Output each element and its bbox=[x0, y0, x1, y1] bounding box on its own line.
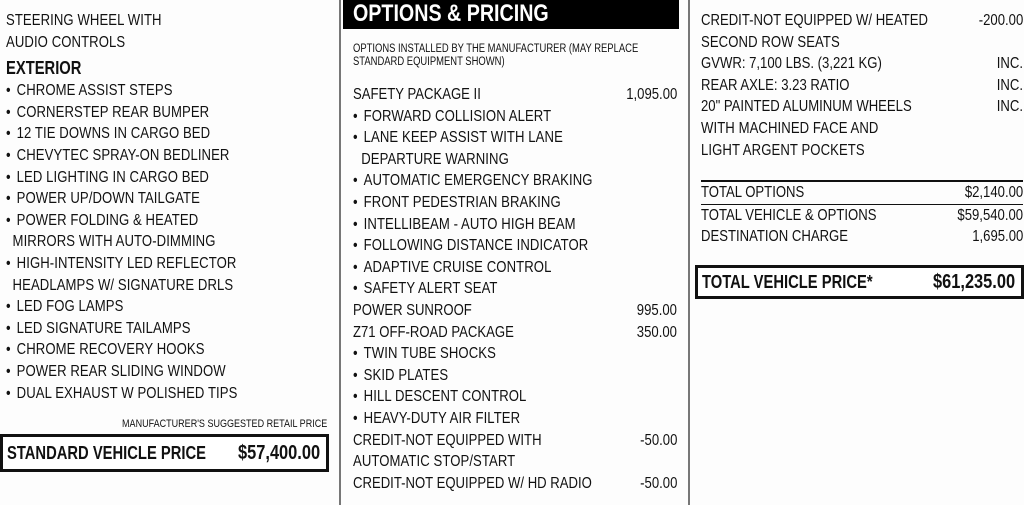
option-label: CREDIT-NOT EQUIPPED W/ HEATED bbox=[701, 12, 928, 29]
option-label: CREDIT-NOT EQUIPPED WITH bbox=[353, 431, 542, 449]
totals-section bbox=[701, 180, 1023, 248]
list-item: • AUTOMATIC EMERGENCY BRAKING bbox=[353, 170, 619, 192]
option-label: POWER SUNROOF bbox=[353, 301, 472, 319]
option-price: -50.00 bbox=[639, 431, 677, 449]
options-pricing-column bbox=[339, 0, 688, 505]
list-item: • FOLLOWING DISTANCE INDICATOR bbox=[353, 235, 619, 257]
option-label: SAFETY PACKAGE II bbox=[353, 86, 481, 103]
list-item: • LED LIGHTING IN CARGO BED bbox=[6, 167, 270, 189]
destination-charge-row bbox=[701, 226, 1023, 248]
total-vehicle-options-row bbox=[701, 205, 1023, 227]
destination-charge-value: 1,695.00 bbox=[971, 228, 1023, 246]
option-row-credit-heated-seats bbox=[701, 10, 1023, 32]
option-label: 20" PAINTED ALUMINUM WHEELS bbox=[701, 98, 912, 116]
option-label-continued: SECOND ROW SEATS bbox=[701, 33, 840, 51]
standard-price-box bbox=[0, 434, 329, 472]
option-row-wheels bbox=[701, 96, 1023, 118]
list-item-continued: MIRRORS WITH AUTO-DIMMING bbox=[12, 233, 216, 251]
list-item-continued: DEPARTURE WARNING bbox=[361, 150, 509, 168]
total-options-value: $2,140.00 bbox=[964, 184, 1023, 201]
standard-equipment-column bbox=[0, 0, 339, 505]
list-item: • CHROME RECOVERY HOOKS bbox=[6, 339, 270, 361]
option-label: GVWR: 7,100 LBS. (3,221 KG) bbox=[701, 55, 882, 73]
option-price: INC. bbox=[996, 76, 1023, 94]
list-item: • LED FOG LAMPS bbox=[6, 296, 270, 318]
option-row-sunroof bbox=[353, 300, 677, 322]
list-item: • HIGH-INTENSITY LED REFLECTOR bbox=[6, 253, 270, 275]
option-row-gvwr bbox=[701, 53, 1023, 75]
list-item: • CHROME ASSIST STEPS bbox=[6, 80, 270, 102]
option-price: -200.00 bbox=[978, 12, 1023, 29]
list-item: • POWER UP/DOWN TAILGATE bbox=[6, 188, 270, 210]
options-list bbox=[353, 84, 677, 494]
options-note-line: STANDARD EQUIPMENT SHOWN) bbox=[353, 56, 505, 68]
options-note-line: OPTIONS INSTALLED BY THE MANUFACTURER (MAY REPLACE bbox=[353, 43, 639, 55]
option-label-continued: LIGHT ARGENT POCKETS bbox=[701, 141, 865, 159]
option-label-continued: AUTOMATIC STOP/START bbox=[353, 453, 516, 471]
total-vehicle-options-label: TOTAL VEHICLE & OPTIONS bbox=[701, 206, 877, 224]
list-item: • INTELLIBEAM - AUTO HIGH BEAM bbox=[353, 214, 619, 236]
total-price-label: TOTAL VEHICLE PRICE* bbox=[702, 272, 873, 292]
list-item: • CORNERSTEP REAR BUMPER bbox=[6, 102, 270, 124]
standard-price-value: $57,400.00 bbox=[237, 442, 320, 464]
list-item: • ADAPTIVE CRUISE CONTROL bbox=[353, 257, 619, 279]
option-price: 995.00 bbox=[636, 301, 677, 319]
list-item: • HILL DESCENT CONTROL bbox=[353, 386, 619, 408]
list-item: • LANE KEEP ASSIST WITH LANE bbox=[353, 127, 619, 149]
total-vehicle-options-value: $59,540.00 bbox=[957, 206, 1023, 224]
total-options-label: TOTAL OPTIONS bbox=[701, 184, 805, 201]
option-label: REAR AXLE: 3.23 RATIO bbox=[701, 76, 850, 94]
option-row-rear-axle bbox=[701, 75, 1023, 97]
standard-equipment-list bbox=[6, 10, 328, 404]
option-price: INC. bbox=[996, 55, 1023, 73]
option-row-credit-hd-radio bbox=[353, 473, 677, 495]
list-item: • 12 TIE DOWNS IN CARGO BED bbox=[6, 123, 270, 145]
option-row-safety-package bbox=[353, 84, 677, 106]
option-price: 1,095.00 bbox=[625, 86, 677, 103]
list-item: • FORWARD COLLISION ALERT bbox=[353, 106, 619, 128]
option-price: INC. bbox=[996, 98, 1023, 116]
options-title-bar bbox=[343, 0, 679, 29]
list-item: • TWIN TUBE SHOCKS bbox=[353, 343, 619, 365]
list-item: • HEAVY-DUTY AIR FILTER bbox=[353, 408, 619, 430]
continued-line: AUDIO CONTROLS bbox=[6, 33, 126, 51]
option-row-credit-stop-start bbox=[353, 430, 677, 452]
summary-column bbox=[688, 0, 1024, 505]
summary-options-list bbox=[701, 10, 1023, 161]
list-item: • FRONT PEDESTRIAN BRAKING bbox=[353, 192, 619, 214]
list-item: • DUAL EXHAUST W POLISHED TIPS bbox=[6, 383, 270, 405]
total-price-box bbox=[695, 265, 1024, 299]
total-options-row bbox=[701, 182, 1023, 205]
list-item: • SKID PLATES bbox=[353, 365, 619, 387]
option-label: CREDIT-NOT EQUIPPED W/ HD RADIO bbox=[353, 474, 592, 492]
list-item: • POWER REAR SLIDING WINDOW bbox=[6, 361, 270, 383]
list-item: • POWER FOLDING & HEATED bbox=[6, 210, 270, 232]
standard-price-label: STANDARD VEHICLE PRICE bbox=[7, 443, 207, 463]
msrp-label: MANUFACTURER'S SUGGESTED RETAIL PRICE bbox=[121, 418, 327, 430]
total-price-value: $61,235.00 bbox=[932, 271, 1015, 293]
continued-line: STEERING WHEEL WITH bbox=[6, 12, 162, 29]
list-item: • LED SIGNATURE TAILAMPS bbox=[6, 318, 270, 340]
option-label-continued: WITH MACHINED FACE AND bbox=[701, 119, 879, 137]
option-price: -50.00 bbox=[639, 474, 677, 492]
list-item: • CHEVYTEC SPRAY-ON BEDLINER bbox=[6, 145, 270, 167]
list-item: • SAFETY ALERT SEAT bbox=[353, 278, 619, 300]
option-price: 350.00 bbox=[636, 323, 677, 341]
destination-charge-label: DESTINATION CHARGE bbox=[701, 228, 849, 246]
options-note bbox=[353, 43, 638, 69]
options-title: OPTIONS & PRICING bbox=[353, 0, 549, 27]
option-row-z71 bbox=[353, 322, 677, 344]
list-item-continued: HEADLAMPS W/ SIGNATURE DRLS bbox=[12, 276, 234, 294]
exterior-heading: EXTERIOR bbox=[6, 58, 82, 79]
option-label: Z71 OFF-ROAD PACKAGE bbox=[353, 323, 514, 341]
